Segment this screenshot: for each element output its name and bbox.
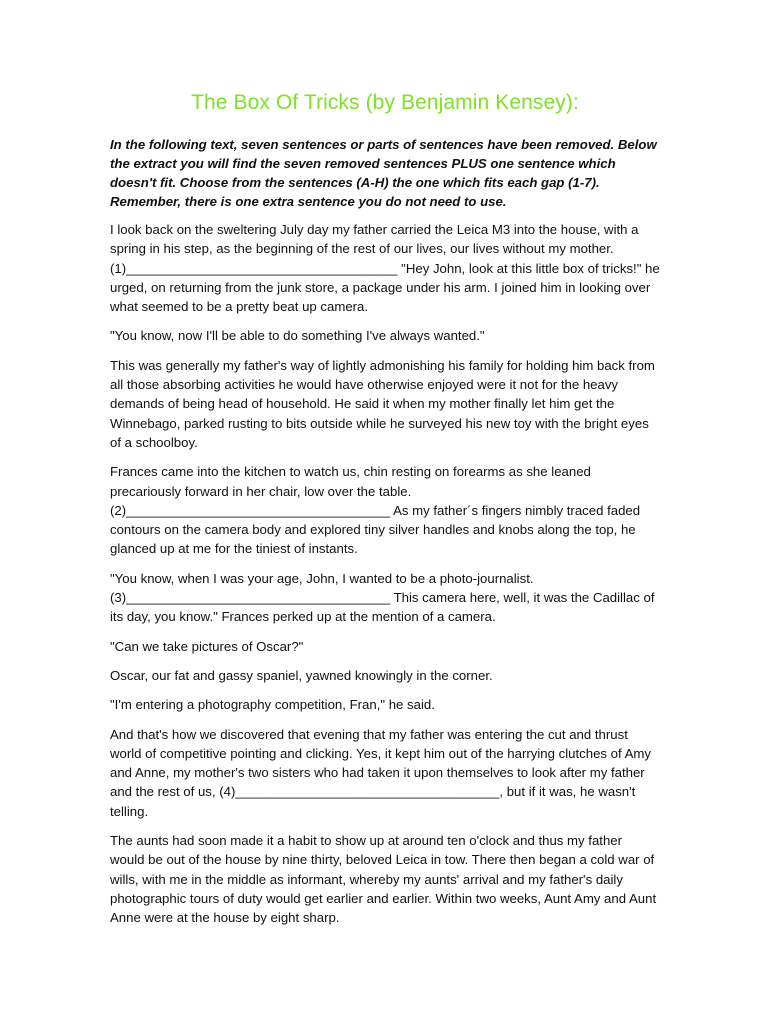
paragraph-7: Oscar, our fat and gassy spaniel, yawned knowingly in the corner. [110, 667, 493, 683]
paragraph-8: "I'm entering a photography competition, Fran," he said. [110, 697, 435, 713]
paragraph-2: "You know, now I'll be able to do something I've always wanted." [110, 328, 485, 344]
document-page [110, 88, 660, 938]
paragraph-6: "Can we take pictures of Oscar?" [110, 638, 304, 654]
paragraph-10: The aunts had soon made it a habit to show up at around ten o'clock and thus my father would be out of the house by nine thirty, beloved Leica in tow. There then began a cold war of wills, with me in the middle as informant, whereby my aunts' arrival and my father's daily photographic tours of duty would get earlier and earlier. Within two weeks, Aunt Amy and Aunt Anne were at the house by eight sharp. [110, 833, 657, 926]
paragraph-5: "You know, when I was your age, John, I wanted to be a photo-journalist. (3)____________________________________ This camera here, well, it was the Cadillac of its day, you know." Frances perked up at the mention of a camera. [110, 570, 655, 625]
paragraph-1: I look back on the sweltering July day my father carried the Leica M3 into the house, with a spring in his step, as the beginning of the rest of our lives, our lives without my mother. (1)_____________________________________ "Hey John, look at this little box of tricks!" he urged, on returning from the junk store, a package under his arm. I joined him in looking over what seemed to be a pretty beat up camera. [110, 222, 660, 315]
paragraph-4: Frances came into the kitchen to watch us, chin resting on forearms as she leaned precariously forward in her chair, low over the table. (2)____________________________________ As my father´s fingers nimbly traced faded contours on the camera body and explored tiny silver handles and knobs along the top, he glanced up at me for the tiniest of instants. [110, 464, 641, 557]
paragraph-3: This was generally my father's way of lightly admonishing his family for holding him back from all those absorbing activities he would have otherwise enjoyed were it not for the heavy demands of being head of household. He said it when my mother finally let him get the Winnebago, parked rusting to bits outside while he surveyed his new toy with the bright eyes of a schoolboy. [110, 357, 655, 450]
paragraph-9: And that's how we discovered that evening that my father was entering the cut and thrust world of competitive pointing and clicking. Yes, it kept him out of the harrying clutches of Amy and Anne, my mother's two sisters who had taken it upon themselves to look after my father and the rest of us, (4)____________________________________, but if it was, he wasn't telling. [110, 726, 651, 819]
page-title: The Box Of Tricks (by Benjamin Kensey): [191, 91, 579, 114]
instructions-paragraph: In the following text, seven sentences or parts of sentences have been removed. Below the extract you will find the seven removed sentences PLUS one sentence which doesn't fit. Choose from the sentences (A-H) the one which fits each gap (1-7). Remember, there is one extra sentence you do not need to use. [110, 137, 657, 209]
